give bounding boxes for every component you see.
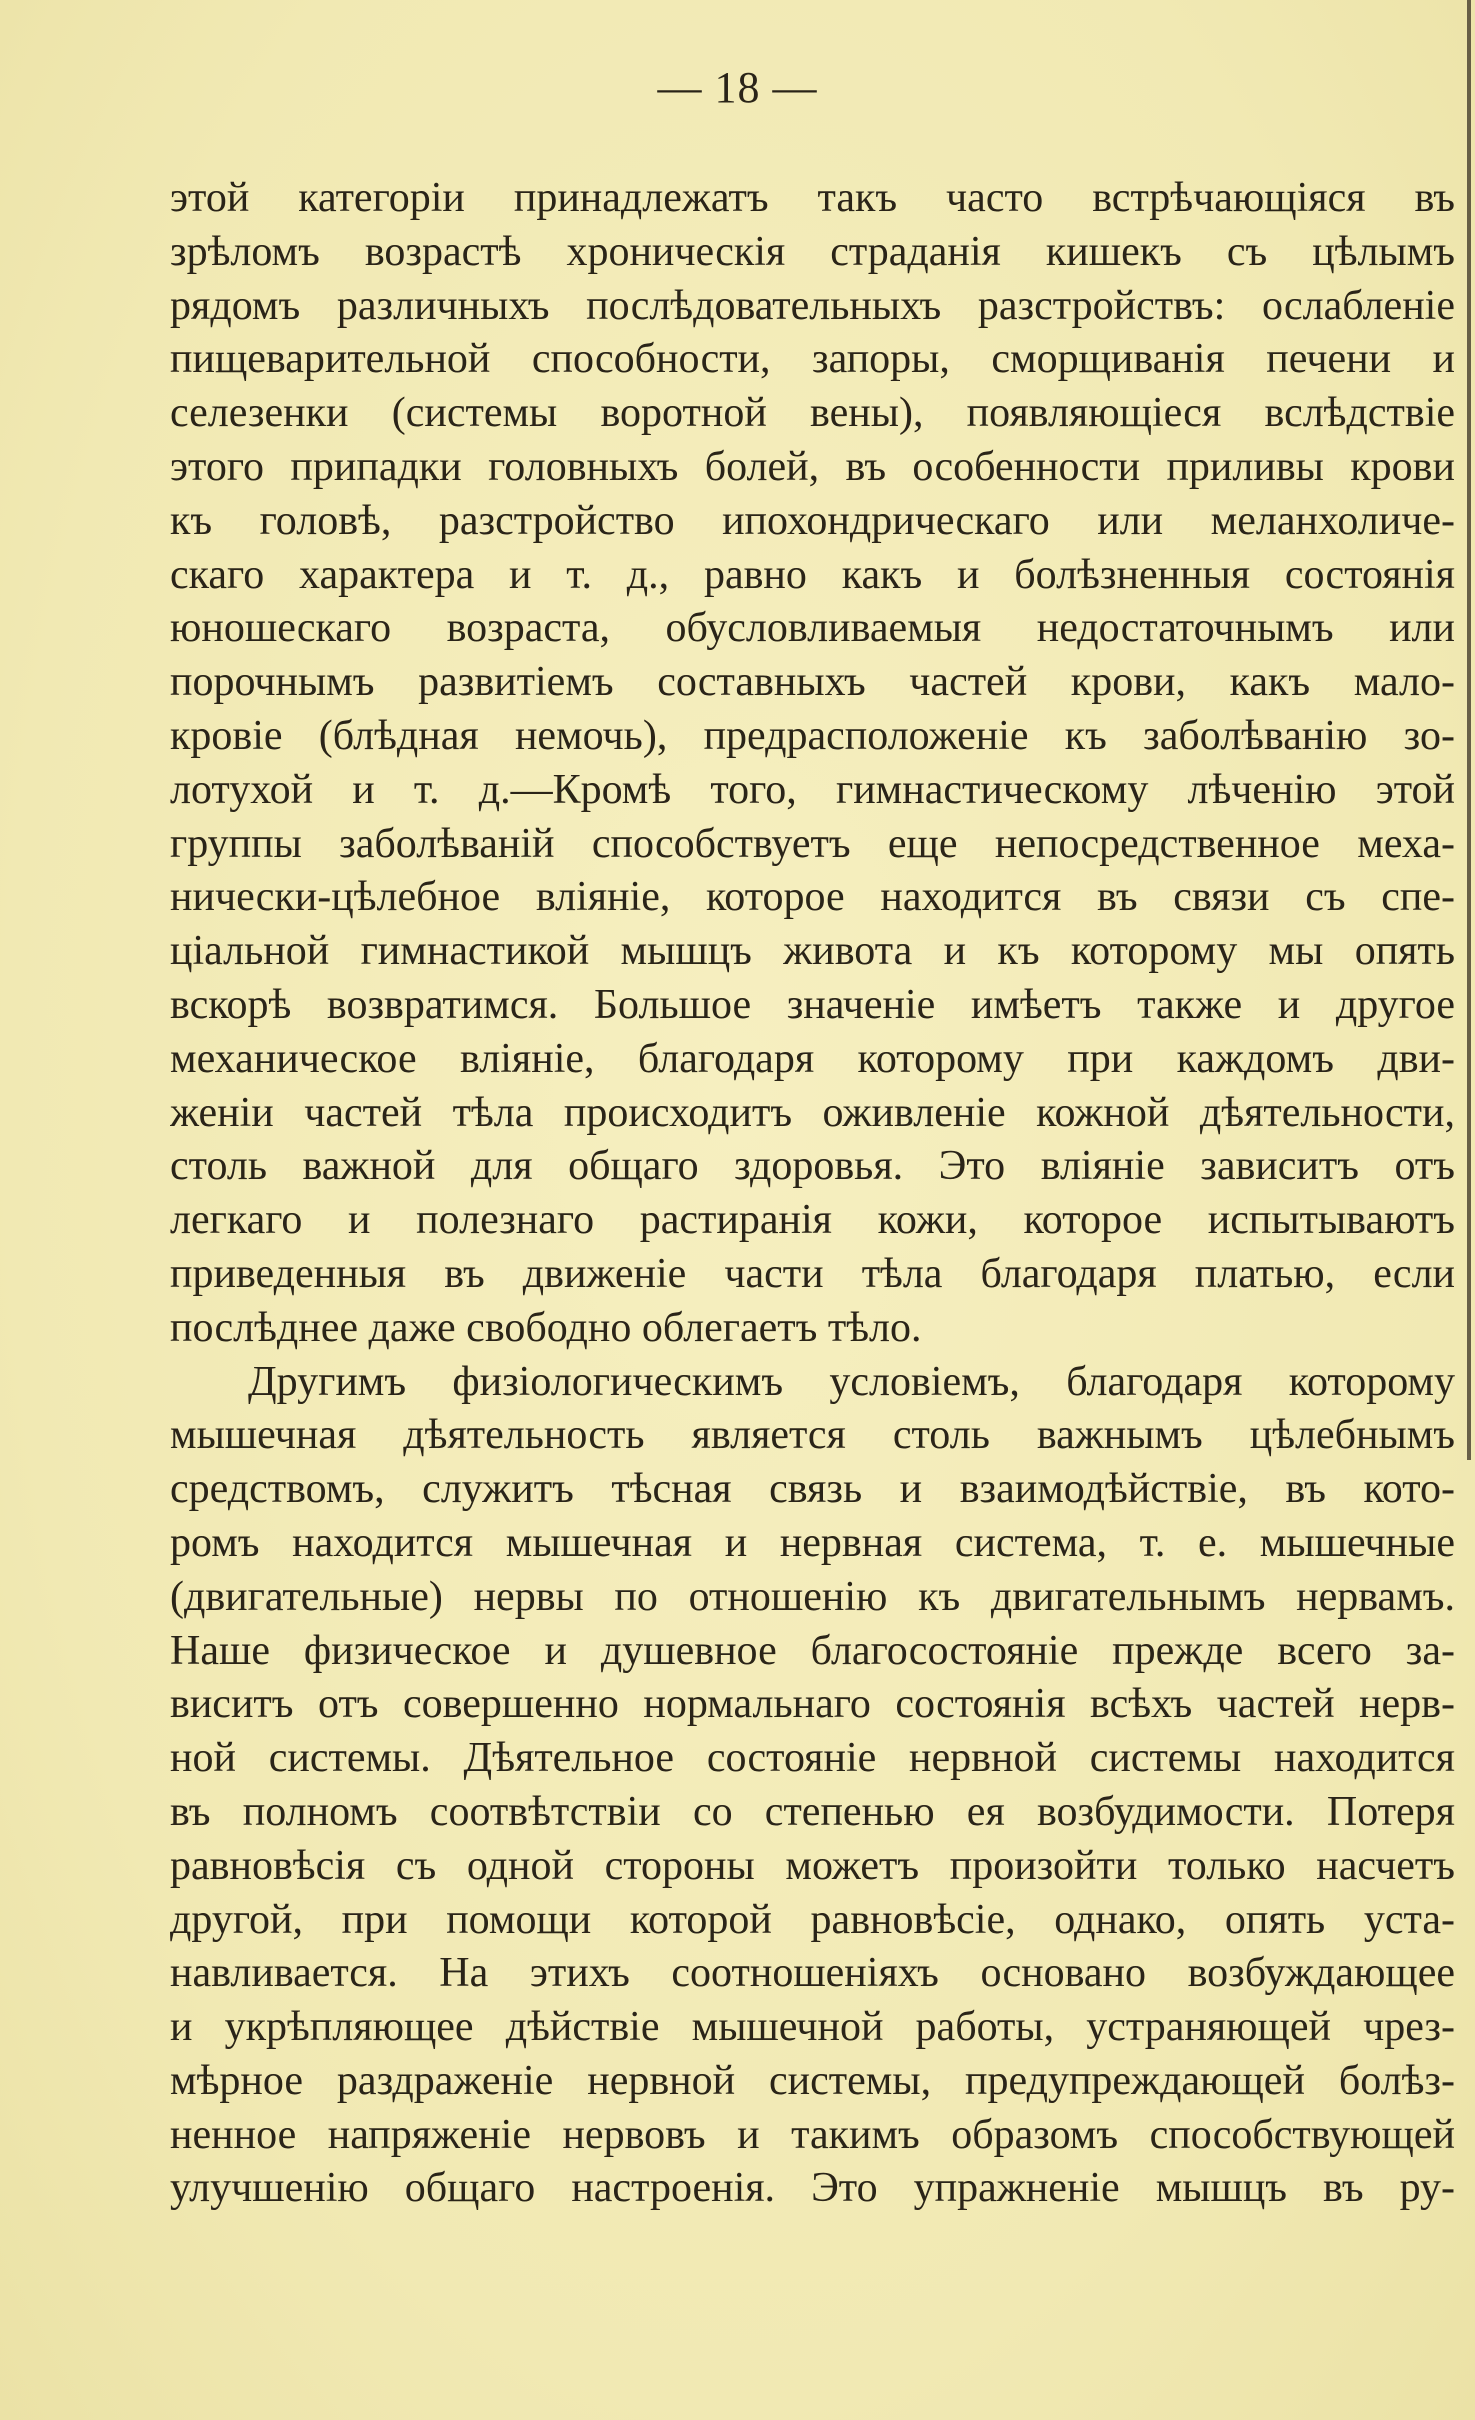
page-number: — 18 —	[657, 63, 818, 112]
text-line: селезенки (системы воротной вены), появляющіеся вслѣдствіе	[170, 390, 1455, 437]
text-line: мышечная дѣятельность является столь важнымъ цѣлебнымъ	[170, 1412, 1455, 1459]
text-line: кровіе (блѣдная немочь), предрасположеніе къ заболѣванію зо-	[170, 712, 1455, 759]
text-line: Наше физическое и душевное благосостояніе прежде всего за-	[170, 1627, 1455, 1674]
text-line: другой, при помощи которой равновѣсіе, однако, опять уста-	[170, 1896, 1455, 1943]
text-line: механическое вліяніе, благодаря которому при каждомъ дви-	[170, 1035, 1455, 1082]
text-line: улучшенію общаго настроенія. Это упражненіе мышцъ въ ру-	[170, 2165, 1455, 2212]
text-line: навливается. На этихъ соотношеніяхъ основано возбуждающее	[170, 1950, 1455, 1997]
text-line: скаго характера и т. д., равно какъ и болѣзненныя состоянія	[170, 551, 1455, 598]
text-line: женіи частей тѣла происходитъ оживленіе кожной дѣятельности,	[170, 1089, 1455, 1136]
text-line: (двигательные) нервы по отношенію къ двигательнымъ нервамъ.	[170, 1573, 1455, 1620]
text-line: вскорѣ возвратимся. Большое значеніе имѣетъ также и другое	[170, 981, 1455, 1028]
paragraph-1	[170, 172, 1455, 1356]
text-line: послѣднее даже свободно облегаетъ тѣло.	[170, 1304, 922, 1351]
text-line: этого припадки головныхъ болей, въ особенности приливы крови	[170, 443, 1455, 490]
text-line: къ головѣ, разстройство ипохондрическаго или меланхоличе-	[170, 497, 1455, 544]
page-edge	[1467, 0, 1471, 1460]
text-line: рядомъ различныхъ послѣдовательныхъ разстройствъ: ослабленіе	[170, 282, 1455, 329]
text-line: группы заболѣваній способствуетъ еще непосредственное меха-	[170, 820, 1455, 867]
body-text	[170, 172, 1455, 2216]
text-line: ной системы. Дѣятельное состояніе нервной системы находится	[170, 1735, 1455, 1782]
text-line: Другимъ физіологическимъ условіемъ, благодаря которому	[248, 1358, 1455, 1405]
text-line: равновѣсія съ одной стороны можетъ произойти только насчетъ	[170, 1842, 1455, 1889]
text-line: и укрѣпляющее дѣйствіе мышечной работы, устраняющей чрез-	[170, 2004, 1455, 2051]
text-line: легкаго и полезнаго растиранія кожи, которое испытываютъ	[170, 1197, 1455, 1244]
text-line: зрѣломъ возрастѣ хроническія страданія кишекъ съ цѣлымъ	[170, 228, 1455, 275]
text-line: мѣрное раздраженіе нервной системы, предупреждающей болѣз-	[170, 2057, 1455, 2104]
text-line: въ полномъ соотвѣтствіи со степенью ея возбудимости. Потеря	[170, 1788, 1455, 1835]
text-line: нически-цѣлебное вліяніе, которое находится въ связи съ спе-	[170, 874, 1455, 921]
text-line: порочнымъ развитіемъ составныхъ частей крови, какъ мало-	[170, 659, 1455, 706]
text-line: средствомъ, служитъ тѣсная связь и взаимодѣйствіе, въ кото-	[170, 1466, 1455, 1513]
text-line: ціальной гимнастикой мышцъ живота и къ которому мы опять	[170, 928, 1455, 975]
text-line: лотухой и т. д.—Кромѣ того, гимнастическому лѣченію этой	[170, 766, 1455, 813]
text-line: виситъ отъ совершенно нормальнаго состоянія всѣхъ частей нерв-	[170, 1681, 1455, 1728]
text-line: приведенныя въ движеніе части тѣла благодаря платью, если	[170, 1250, 1455, 1297]
text-line: юношескаго возраста, обусловливаемыя недостаточнымъ или	[170, 605, 1455, 652]
text-line: этой категоріи принадлежатъ такъ часто встрѣчающіяся въ	[170, 175, 1455, 221]
text-line: ненное напряженіе нервовъ и такимъ образомъ способствующей	[170, 2111, 1455, 2158]
text-line: столь важной для общаго здоровья. Это вліяніе зависитъ отъ	[170, 1143, 1455, 1190]
text-line: ромъ находится мышечная и нервная система, т. е. мышечные	[170, 1519, 1455, 1566]
paragraph-2	[170, 1356, 1455, 2217]
text-line: пищеварительной способности, запоры, сморщиванія печени и	[170, 336, 1455, 383]
